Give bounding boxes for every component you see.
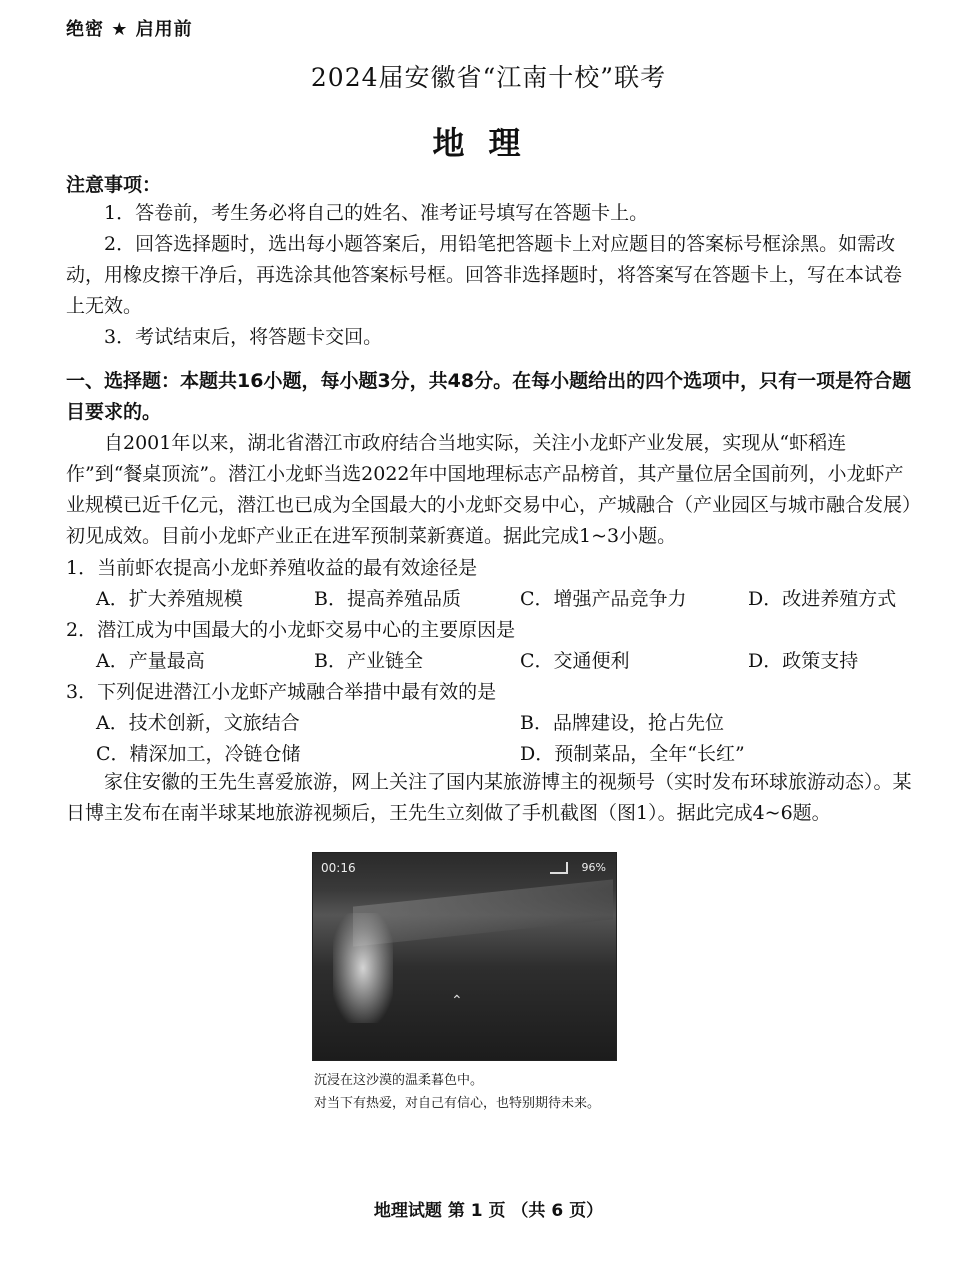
subject-title: 地理 [432,124,545,162]
question-3-option-a: A．技术创新，文旅结合 [96,712,300,734]
question-2-option-c: C．交通便利 [520,650,630,672]
question-1-option-c: C．增强产品竞争力 [520,588,687,610]
figure-1-screenshot [312,852,617,1061]
confidential-label: 绝密 ★ 启用前 [66,19,193,40]
section-heading: 一、选择题：本题共16小题，每小题3分，共48分。在每小题给出的四个选项中，只有一项是符合题目要求的。 [66,370,912,423]
notice-item-2: 2．回答选择题时，选出每小题答案后，用铅笔把答题卡上对应题目的答案标号框涂黑。如需改动，用橡皮擦干净后，再选涂其他答案标号框。回答非选择题时，将答案写在答题卡上，写在本试卷上无效。 [66,233,903,317]
notice-item-1: 1．答卷前，考生务必将自己的姓名、准考证号填写在答题卡上。 [104,202,649,224]
passage-crayfish: 自2001年以来，湖北省潜江市政府结合当地实际，关注小龙虾产业发展，实现从“虾稻连作”到“餐桌顶流”。潜江小龙虾当选2022年中国地理标志产品榜首，其产量位居全国前列，小龙虾产业规模已近千亿元，潜江也已成为全国最大的小龙虾交易中心，产城融合（产业园区与城市融合发展）初见成效。目前小龙虾产业正在进军预制菜新赛道。据此完成1~3小题。 [66,432,912,547]
sunset-glow [333,913,393,1023]
exam-title: 2024届安徽省“江南十校”联考 [310,63,667,92]
notice-item-3: 3．考试结束后，将答题卡交回。 [104,326,383,348]
video-timestamp: 00:16 [321,861,356,875]
question-3-stem: 3．下列促进潜江小龙虾产城融合举措中最有效的是 [66,681,497,703]
page-footer: 地理试题 第 1 页 （共 6 页） [373,1201,604,1221]
notice-heading: 注意事项： [66,174,162,196]
question-2-stem: 2．潜江成为中国最大的小龙虾交易中心的主要原因是 [66,619,516,641]
question-3-option-d: D．预制菜品，全年“长红” [520,743,745,765]
signal-icon [550,862,568,874]
question-1-option-d: D．改进养殖方式 [748,588,897,610]
question-1-stem: 1．当前虾农提高小龙虾养殖收益的最有效途径是 [66,557,478,579]
question-2-option-a: A．产量最高 [96,650,205,672]
question-2-option-b: B．产业链全 [314,650,423,672]
question-2-option-d: D．政策支持 [748,650,859,672]
question-1-option-b: B．提高养殖品质 [314,588,461,610]
question-1-option-a: A．扩大养殖规模 [96,588,243,610]
figure-caption-line-2: 对当下有热爱，对自己有信心，也特别期待未来。 [314,1096,601,1111]
battery-level: 96% [581,861,606,874]
passage-travel: 家住安徽的王先生喜爱旅游，网上关注了国内某旅游博主的视频号（实时发布环球旅游动态）。某日博主发布在南半球某地旅游视频后，王先生立刻做了手机截图（图1）。据此完成4~6题。 [66,771,912,824]
figure-caption-line-1: 沉浸在这沙漠的温柔暮色中。 [314,1073,484,1088]
person-silhouette-icon: ⌃ [451,993,463,1009]
question-3-option-c: C．精深加工，冷链仓储 [96,743,301,765]
question-3-option-b: B．品牌建设，抢占先位 [520,712,724,734]
